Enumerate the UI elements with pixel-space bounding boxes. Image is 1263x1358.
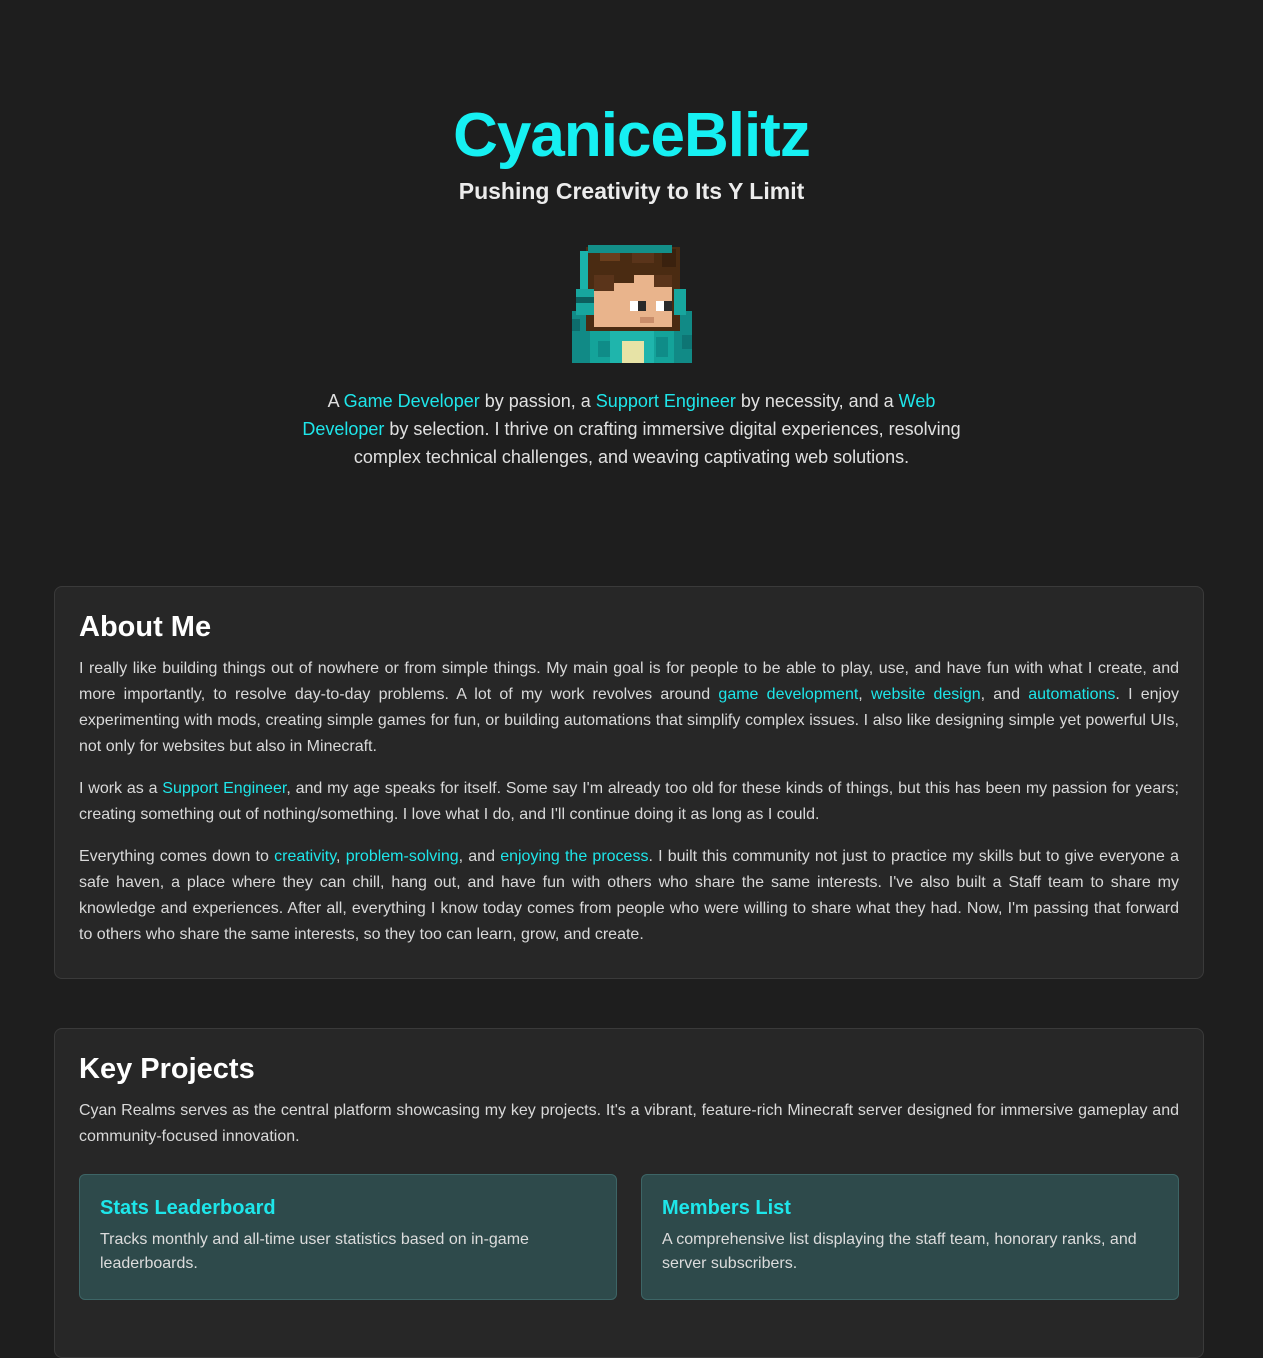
project-description: A comprehensive list displaying the staff team, honorary ranks, and server subscribers.	[662, 1231, 1137, 1272]
website-design-link[interactable]: website design	[870, 686, 981, 703]
about-paragraph-2	[79, 776, 1179, 828]
paragraph-text: , and	[458, 848, 501, 865]
paragraph-text: . I enjoy experimenting with mods, creating simple games for fun, or building automations that simplify complex issues. I also like designing simple yet powerful UIs, not only for websites but also in Minecraft.	[79, 686, 1180, 755]
project-title[interactable]: Stats Leaderboard	[100, 1197, 276, 1219]
creativity-link[interactable]: creativity	[274, 848, 337, 865]
about-heading: About Me	[79, 611, 212, 643]
intro-text-part: A	[327, 391, 344, 411]
paragraph-text: , and my age speaks for itself. Some say I'm already too old for these kinds of things, but this has been my passion for years; creating something out of nothing/something. I love what I do, and I'll continue doing it as long as I could.	[79, 780, 1180, 823]
paragraph-text: ,	[336, 848, 346, 865]
minecraft-avatar-icon	[570, 245, 694, 363]
paragraph-text: I work as a	[79, 780, 163, 797]
projects-intro: Cyan Realms serves as the central platform showcasing my key projects. It's a vibrant, feature-rich Minecraft server designed for immersive gameplay and community-focused innovation.	[79, 1102, 1179, 1145]
problem-solving-link[interactable]: problem-solving	[345, 848, 459, 865]
web-developer-link[interactable]: Web Developer	[302, 391, 936, 439]
support-engineer-link[interactable]: Support Engineer	[595, 391, 736, 411]
avatar	[570, 245, 694, 363]
intro-text-part: by passion, a	[479, 391, 596, 411]
enjoying-the-process-link[interactable]: enjoying the process	[500, 848, 649, 865]
intro-text-part: by necessity, and a	[735, 391, 899, 411]
paragraph-text: Everything comes down to	[79, 848, 275, 865]
tagline: Pushing Creativity to Its Y Limit	[458, 178, 805, 204]
automations-link[interactable]: automations	[1028, 686, 1116, 703]
intro-text-part: by selection. I thrive on crafting immersive digital experiences, resolving complex technical challenges, and weaving captivating web solutions.	[353, 419, 961, 467]
project-description: Tracks monthly and all-time user statistics based on in-game leaderboards.	[100, 1231, 529, 1272]
site-title: CyaniceBlitz	[453, 101, 810, 170]
project-card-stats-leaderboard[interactable]	[79, 1174, 617, 1300]
key-projects-section	[54, 1028, 1204, 1358]
paragraph-text: . I built this community not just to practice my skills but to give everyone a safe haven, a place where they can chill, hang out, and have fun with others who share the same interests. I've also built a Staff team to share my knowledge and experiences. After all, everything I know today comes from people who were willing to share what they had. Now, I'm passing that forward to others who share the same interests, so they too can learn, grow, and create.	[79, 848, 1180, 943]
game-developer-link[interactable]: Game Developer	[343, 391, 480, 411]
support-engineer-link[interactable]: Support Engineer	[162, 780, 287, 797]
projects-heading: Key Projects	[79, 1053, 255, 1085]
hero	[0, 0, 1263, 471]
paragraph-text: , and	[980, 686, 1029, 703]
paragraph-text: I really like building things out of nowhere or from simple things. My main goal is for people to be able to play, use, and have fun with what I create, and more importantly, to resolve day-to-day problems. A lot of my work revolves around	[79, 660, 1179, 703]
intro-text	[302, 387, 962, 471]
paragraph-text: ,	[858, 686, 871, 703]
about-paragraph-3	[79, 844, 1179, 948]
projects-grid	[79, 1174, 1179, 1300]
project-title[interactable]: Members List	[662, 1197, 791, 1219]
project-card-members-list[interactable]	[641, 1174, 1179, 1300]
about-section	[54, 586, 1204, 979]
about-paragraph-1	[79, 656, 1179, 760]
game-development-link[interactable]: game development	[718, 686, 859, 703]
